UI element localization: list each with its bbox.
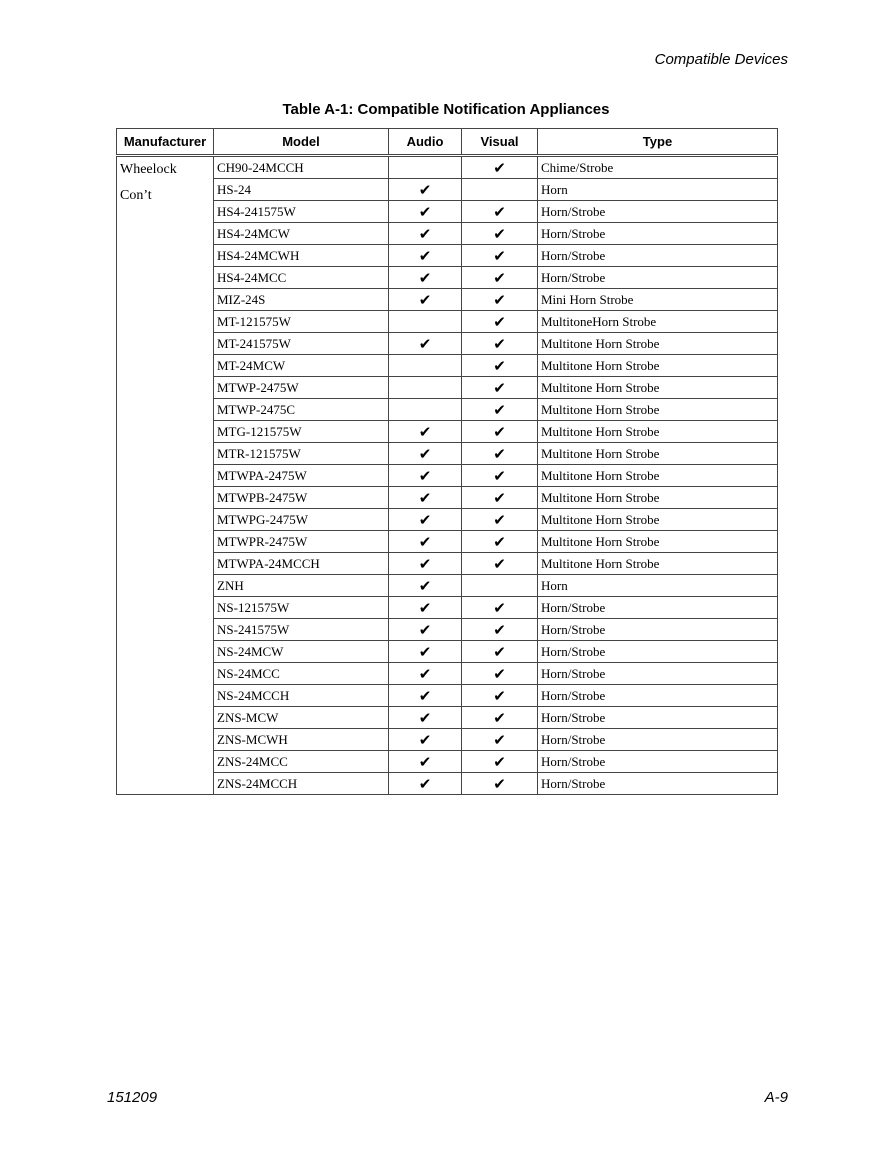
model-cell: CH90-24MCCH — [214, 156, 389, 179]
type-cell: Horn/Strobe — [538, 597, 778, 619]
type-cell: Multitone Horn Strobe — [538, 421, 778, 443]
table-row — [117, 289, 778, 311]
model-cell: MT-24MCW — [214, 355, 389, 377]
audio-cell — [389, 289, 462, 311]
visual-cell — [462, 465, 538, 487]
audio-cell — [389, 663, 462, 685]
type-cell: Multitone Horn Strobe — [538, 377, 778, 399]
checkmark-icon: ✔ — [418, 444, 432, 463]
checkmark-icon: ✔ — [493, 708, 506, 727]
model-cell: MTWPA-2475W — [214, 465, 389, 487]
type-cell: Multitone Horn Strobe — [538, 355, 778, 377]
checkmark-icon: ✔ — [418, 554, 432, 573]
type-cell: Horn/Strobe — [538, 619, 778, 641]
audio-cell — [389, 179, 462, 201]
visual-cell — [462, 201, 538, 223]
table-row — [117, 663, 778, 685]
checkmark-icon: ✔ — [493, 774, 506, 793]
checkmark-icon: ✔ — [493, 488, 506, 507]
table-row — [117, 641, 778, 663]
model-cell: MTWPG-2475W — [214, 509, 389, 531]
table-row — [117, 751, 778, 773]
table-row — [117, 267, 778, 289]
visual-cell — [462, 575, 538, 597]
audio-cell — [389, 223, 462, 245]
table-row — [117, 333, 778, 355]
visual-cell — [462, 751, 538, 773]
column-header-audio: Audio — [389, 129, 462, 156]
manufacturer-name: Con’t — [120, 188, 152, 203]
visual-cell — [462, 553, 538, 575]
checkmark-icon: ✔ — [493, 224, 506, 243]
table-row — [117, 773, 778, 795]
audio-cell — [389, 553, 462, 575]
type-cell: Horn/Strobe — [538, 641, 778, 663]
type-cell: Horn/Strobe — [538, 751, 778, 773]
table-row — [117, 487, 778, 509]
table-row — [117, 377, 778, 399]
audio-cell — [389, 685, 462, 707]
model-cell: MT-241575W — [214, 333, 389, 355]
running-header: Compatible Devices — [654, 51, 788, 68]
visual-cell — [462, 707, 538, 729]
audio-cell — [389, 201, 462, 223]
audio-cell — [389, 355, 462, 377]
visual-cell — [462, 399, 538, 421]
audio-cell — [389, 377, 462, 399]
checkmark-icon: ✔ — [493, 356, 506, 375]
type-cell: Horn/Strobe — [538, 773, 778, 795]
visual-cell — [462, 311, 538, 333]
checkmark-icon: ✔ — [493, 598, 506, 617]
audio-cell — [389, 267, 462, 289]
model-cell: ZNS-24MCCH — [214, 773, 389, 795]
visual-cell — [462, 685, 538, 707]
model-cell: HS4-24MCW — [214, 223, 389, 245]
type-cell: Multitone Horn Strobe — [538, 465, 778, 487]
table-row — [117, 465, 778, 487]
model-cell: MTR-121575W — [214, 443, 389, 465]
checkmark-icon: ✔ — [418, 620, 432, 639]
table-row — [117, 179, 778, 201]
visual-cell — [462, 377, 538, 399]
table-row — [117, 575, 778, 597]
checkmark-icon: ✔ — [418, 334, 432, 353]
checkmark-icon: ✔ — [493, 510, 506, 529]
type-cell: Horn/Strobe — [538, 245, 778, 267]
checkmark-icon: ✔ — [418, 576, 432, 595]
model-cell: NS-24MCCH — [214, 685, 389, 707]
table-header-row — [117, 129, 778, 156]
model-cell: HS-24 — [214, 179, 389, 201]
audio-cell — [389, 443, 462, 465]
checkmark-icon: ✔ — [493, 554, 506, 573]
checkmark-icon: ✔ — [493, 466, 506, 485]
model-cell: HS4-241575W — [214, 201, 389, 223]
type-cell: Multitone Horn Strobe — [538, 333, 778, 355]
checkmark-icon: ✔ — [418, 708, 432, 727]
checkmark-icon: ✔ — [493, 158, 506, 177]
type-cell: Multitone Horn Strobe — [538, 509, 778, 531]
column-header-visual: Visual — [462, 129, 538, 156]
audio-cell — [389, 399, 462, 421]
model-cell: MT-121575W — [214, 311, 389, 333]
visual-cell — [462, 487, 538, 509]
manufacturer-name: Wheelock — [120, 162, 177, 177]
page-number: A-9 — [764, 1089, 788, 1106]
visual-cell — [462, 267, 538, 289]
table-row — [117, 707, 778, 729]
table-row — [117, 156, 778, 179]
model-cell: MTWP-2475C — [214, 399, 389, 421]
model-cell: NS-121575W — [214, 597, 389, 619]
model-cell: MTWP-2475W — [214, 377, 389, 399]
visual-cell — [462, 355, 538, 377]
checkmark-icon: ✔ — [493, 290, 506, 309]
type-cell: Horn/Strobe — [538, 663, 778, 685]
visual-cell — [462, 156, 538, 179]
audio-cell — [389, 465, 462, 487]
type-cell: Multitone Horn Strobe — [538, 399, 778, 421]
checkmark-icon: ✔ — [493, 268, 506, 287]
checkmark-icon: ✔ — [493, 664, 506, 683]
model-cell: NS-241575W — [214, 619, 389, 641]
table-row — [117, 531, 778, 553]
checkmark-icon: ✔ — [493, 334, 506, 353]
visual-cell — [462, 333, 538, 355]
checkmark-icon: ✔ — [493, 202, 506, 221]
audio-cell — [389, 487, 462, 509]
visual-cell — [462, 663, 538, 685]
type-cell: Horn/Strobe — [538, 685, 778, 707]
model-cell: ZNS-MCWH — [214, 729, 389, 751]
checkmark-icon: ✔ — [418, 422, 432, 441]
type-cell: MultitoneHorn Strobe — [538, 311, 778, 333]
checkmark-icon: ✔ — [493, 444, 506, 463]
type-cell: Horn/Strobe — [538, 201, 778, 223]
table-row — [117, 245, 778, 267]
model-cell: HS4-24MCWH — [214, 245, 389, 267]
checkmark-icon: ✔ — [418, 598, 432, 617]
type-cell: Multitone Horn Strobe — [538, 531, 778, 553]
type-cell: Multitone Horn Strobe — [538, 553, 778, 575]
visual-cell — [462, 619, 538, 641]
table-row — [117, 619, 778, 641]
model-cell: HS4-24MCC — [214, 267, 389, 289]
audio-cell — [389, 707, 462, 729]
type-cell: Horn — [538, 575, 778, 597]
checkmark-icon: ✔ — [493, 642, 506, 661]
column-header-manufacturer: Manufacturer — [117, 129, 214, 156]
audio-cell — [389, 333, 462, 355]
checkmark-icon: ✔ — [418, 180, 432, 199]
audio-cell — [389, 531, 462, 553]
checkmark-icon: ✔ — [493, 686, 506, 705]
model-cell: MTWPR-2475W — [214, 531, 389, 553]
checkmark-icon: ✔ — [418, 268, 432, 287]
visual-cell — [462, 531, 538, 553]
visual-cell — [462, 223, 538, 245]
model-cell: ZNH — [214, 575, 389, 597]
checkmark-icon: ✔ — [493, 422, 506, 441]
type-cell: Multitone Horn Strobe — [538, 487, 778, 509]
model-cell: ZNS-MCW — [214, 707, 389, 729]
model-cell: MTWPB-2475W — [214, 487, 389, 509]
visual-cell — [462, 421, 538, 443]
checkmark-icon: ✔ — [418, 686, 432, 705]
visual-cell — [462, 289, 538, 311]
checkmark-icon: ✔ — [493, 730, 506, 749]
visual-cell — [462, 773, 538, 795]
visual-cell — [462, 443, 538, 465]
checkmark-icon: ✔ — [493, 620, 506, 639]
checkmark-icon: ✔ — [418, 224, 432, 243]
visual-cell — [462, 509, 538, 531]
audio-cell — [389, 311, 462, 333]
type-cell: Chime/Strobe — [538, 156, 778, 179]
model-cell: NS-24MCW — [214, 641, 389, 663]
checkmark-icon: ✔ — [418, 488, 432, 507]
type-cell: Horn/Strobe — [538, 707, 778, 729]
checkmark-icon: ✔ — [493, 312, 506, 331]
checkmark-icon: ✔ — [418, 752, 432, 771]
model-cell: MTG-121575W — [214, 421, 389, 443]
audio-cell — [389, 245, 462, 267]
checkmark-icon: ✔ — [493, 752, 506, 771]
audio-cell — [389, 156, 462, 179]
audio-cell — [389, 597, 462, 619]
table-row — [117, 685, 778, 707]
checkmark-icon: ✔ — [493, 378, 506, 397]
audio-cell — [389, 421, 462, 443]
table-row — [117, 509, 778, 531]
column-header-model: Model — [214, 129, 389, 156]
type-cell: Horn/Strobe — [538, 223, 778, 245]
checkmark-icon: ✔ — [418, 532, 432, 551]
checkmark-icon: ✔ — [418, 642, 432, 661]
audio-cell — [389, 729, 462, 751]
visual-cell — [462, 245, 538, 267]
checkmark-icon: ✔ — [493, 246, 506, 265]
audio-cell — [389, 575, 462, 597]
checkmark-icon: ✔ — [493, 400, 506, 419]
compatible-appliances-table — [116, 128, 778, 795]
type-cell: Horn — [538, 179, 778, 201]
table-row — [117, 553, 778, 575]
visual-cell — [462, 729, 538, 751]
column-header-type: Type — [538, 129, 778, 156]
table-row — [117, 355, 778, 377]
checkmark-icon: ✔ — [418, 774, 432, 793]
table-row — [117, 201, 778, 223]
table-row — [117, 223, 778, 245]
checkmark-icon: ✔ — [493, 532, 506, 551]
manufacturer-cell — [117, 156, 214, 795]
type-cell: Horn/Strobe — [538, 729, 778, 751]
table-row — [117, 399, 778, 421]
audio-cell — [389, 641, 462, 663]
audio-cell — [389, 773, 462, 795]
model-cell: ZNS-24MCC — [214, 751, 389, 773]
model-cell: MIZ-24S — [214, 289, 389, 311]
visual-cell — [462, 641, 538, 663]
visual-cell — [462, 597, 538, 619]
audio-cell — [389, 751, 462, 773]
model-cell: NS-24MCC — [214, 663, 389, 685]
type-cell: Multitone Horn Strobe — [538, 443, 778, 465]
checkmark-icon: ✔ — [418, 202, 432, 221]
table-body — [117, 156, 778, 795]
document-number: 151209 — [107, 1089, 158, 1106]
table-row — [117, 421, 778, 443]
audio-cell — [389, 509, 462, 531]
visual-cell — [462, 179, 538, 201]
checkmark-icon: ✔ — [418, 290, 432, 309]
type-cell: Horn/Strobe — [538, 267, 778, 289]
table-row — [117, 729, 778, 751]
checkmark-icon: ✔ — [418, 246, 432, 265]
type-cell: Mini Horn Strobe — [538, 289, 778, 311]
checkmark-icon: ✔ — [418, 466, 432, 485]
checkmark-icon: ✔ — [418, 664, 432, 683]
checkmark-icon: ✔ — [418, 730, 432, 749]
audio-cell — [389, 619, 462, 641]
checkmark-icon: ✔ — [418, 510, 432, 529]
table-row — [117, 597, 778, 619]
table-title: Table A-1: Compatible Notification Appliances — [282, 101, 610, 118]
table-row — [117, 443, 778, 465]
table-row — [117, 311, 778, 333]
model-cell: MTWPA-24MCCH — [214, 553, 389, 575]
